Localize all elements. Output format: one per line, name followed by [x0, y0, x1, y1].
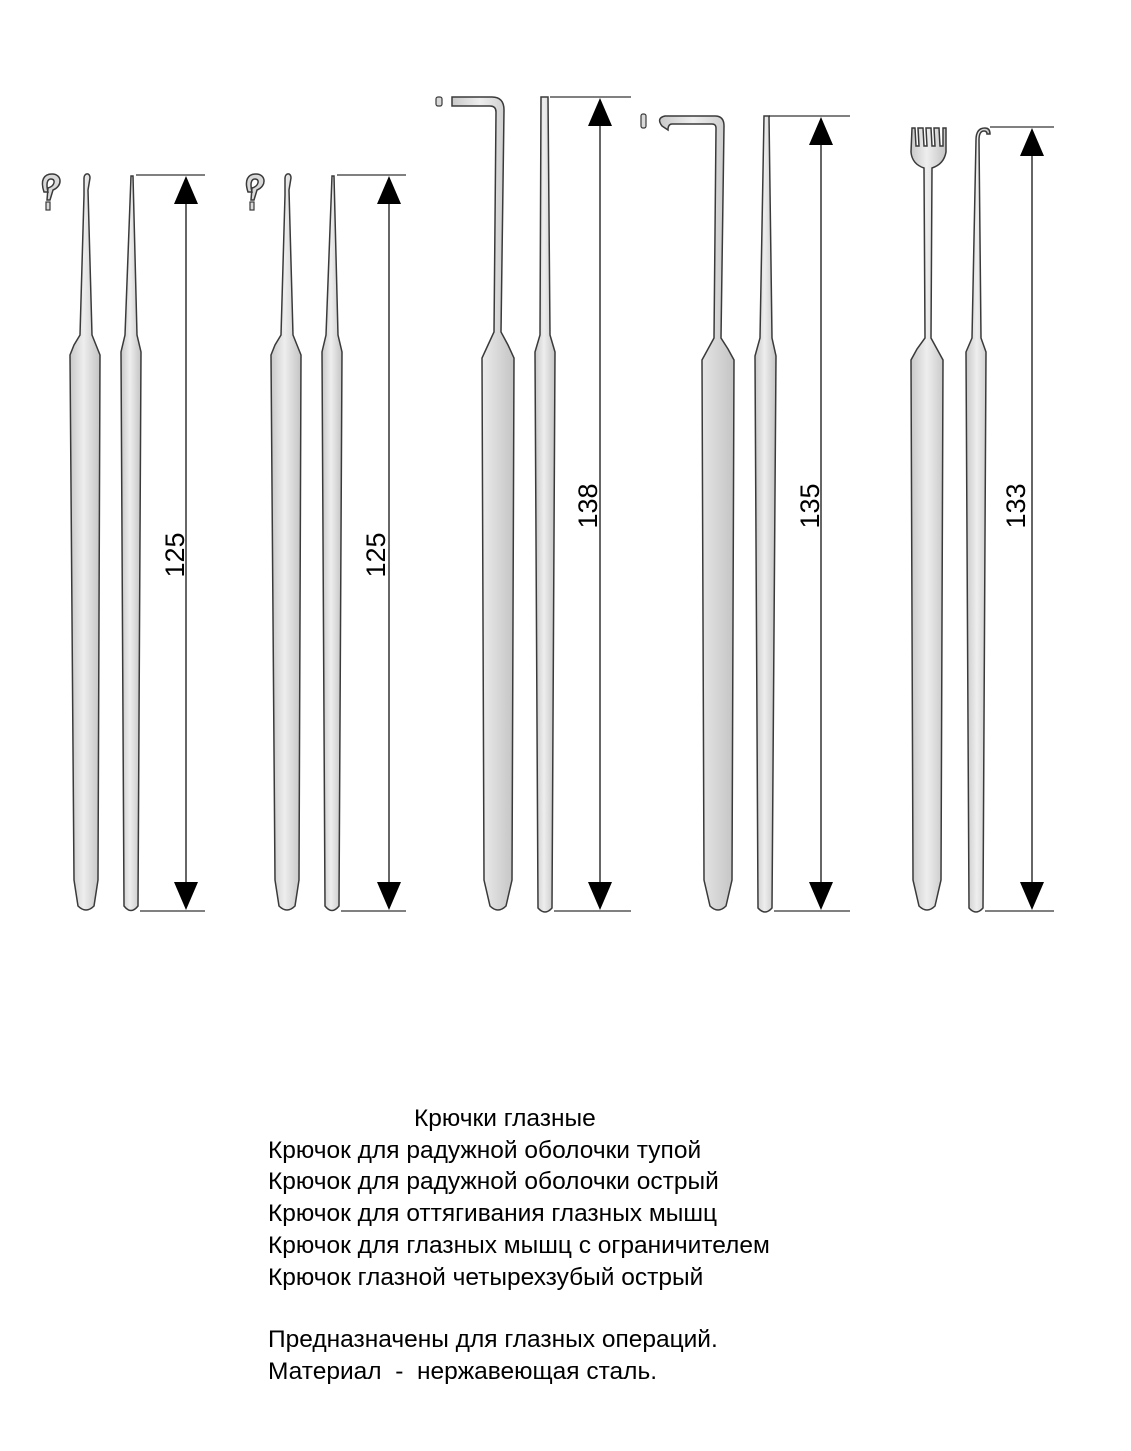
- dimension-label: 135: [795, 483, 825, 529]
- arrow-down: [174, 882, 198, 910]
- instrument-side-view: [121, 176, 141, 911]
- hook-tip-detail: [42, 174, 60, 200]
- arrow-down: [809, 882, 833, 910]
- caption-spacer: [268, 1293, 968, 1324]
- arrow-down: [377, 882, 401, 910]
- dimension-5: [985, 127, 1054, 911]
- arrow-up: [1020, 128, 1044, 156]
- instrument-side-view: [755, 116, 776, 912]
- instrument-muscle-retraction-hook: [436, 97, 555, 912]
- instrument-four-tooth-sharp-hook: [911, 128, 990, 912]
- dimension-1: [136, 175, 205, 911]
- instrument-front-view: [660, 116, 734, 910]
- caption-purpose: Предназначены для глазных операций.: [268, 1326, 718, 1354]
- dimension-label: 125: [361, 532, 391, 578]
- limiter-tip: [641, 114, 646, 128]
- dimension-3: [550, 97, 631, 911]
- arrow-down: [588, 882, 612, 910]
- caption-item: Крючок глазной четырехзубый острый: [268, 1263, 704, 1291]
- instrument-side-view: [322, 176, 342, 911]
- instrument-side-view: [535, 97, 555, 912]
- dimension-label: 125: [160, 532, 190, 578]
- arrow-down: [1020, 882, 1044, 910]
- instrument-front-view: [70, 174, 100, 910]
- instrument-front-view: [271, 174, 301, 910]
- caption-material: Материал - нержавеющая сталь.: [268, 1357, 658, 1385]
- instrument-iris-hook-blunt: [42, 174, 141, 911]
- rake-teeth: [911, 128, 946, 910]
- caption-item: Крючок для радужной оболочки острый: [268, 1168, 719, 1196]
- hook-tip-detail: [246, 174, 264, 200]
- instrument-muscle-hook-with-limiter: [641, 114, 776, 912]
- limiter-tip: [250, 202, 254, 210]
- dimension-4: [769, 116, 850, 911]
- caption-item: Крючок для радужной оболочки тупой: [268, 1136, 702, 1164]
- caption-item: Крючок для глазных мышц с ограничителем: [268, 1231, 770, 1259]
- arrow-up: [174, 176, 198, 204]
- arrow-up: [809, 117, 833, 145]
- caption-block: [268, 1103, 968, 1388]
- arrow-up: [588, 98, 612, 126]
- arrow-up: [377, 176, 401, 204]
- dimension-label: 133: [1001, 483, 1031, 529]
- limiter-tip: [46, 202, 50, 210]
- caption-title: Крючки глазные: [414, 1105, 596, 1132]
- dimension-2: [337, 175, 406, 911]
- caption-item: Крючок для оттягивания глазных мышц: [268, 1200, 718, 1228]
- instrument-front-view: [452, 97, 514, 910]
- instrument-side-view: [966, 128, 990, 912]
- limiter-tip: [436, 97, 442, 106]
- dimension-label: 138: [573, 483, 603, 529]
- instrument-iris-hook-sharp: [246, 174, 342, 911]
